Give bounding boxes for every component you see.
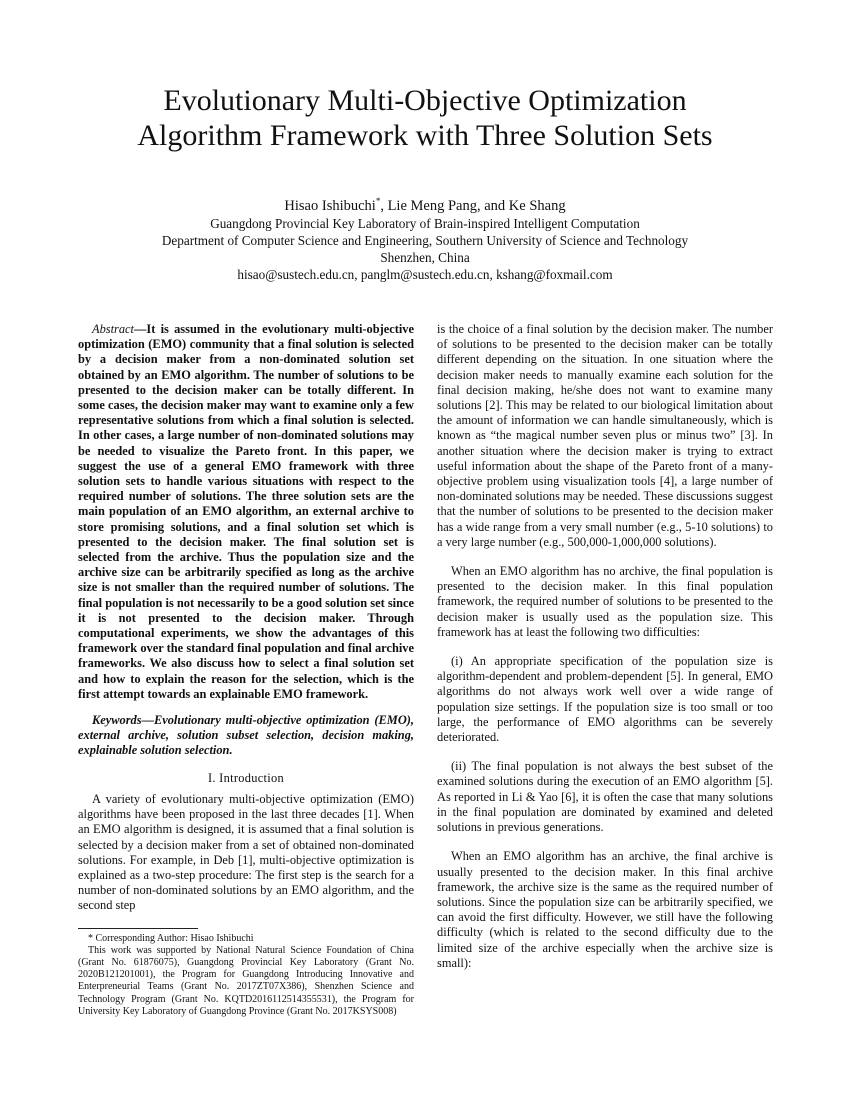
- corresponding-mark: *: [375, 196, 381, 206]
- abstract-text: —It is assumed in the evolutionary multi-objective optimization (EMO) community that a final solution is selected by a decision maker from a non-dominated solution set obtained by an EMO algorithm. The number of solutions to be presented to the decision maker can be totally different. In some cases, the decision maker may want to examine only a few representative solutions from which a final solution is selected. In other cases, a large number of non-dominated solutions may be needed to visualize the Pareto front. In this paper, we suggest the use of a general EMO framework with three solution sets to handle various situations with respect to the required number of solutions. The three solution sets are the main population of an EMO algorithm, an external archive to store promising solutions, and a final solution set which is presented to the decision maker. The final solution set is selected from the archive. Thus the population size and the archive size can be arbitrarily specified as long as the archive size is not smaller than the required number of solutions. The final population is not necessarily to be a good solution set since it is not presented to the decision maker. Through computational experiments, we show the advantages of this framework over the standard final population and final archive frameworks. We also discuss how to select a final solution set and how to explain the reason for the selection, which is the first attempt towards an explainable EMO framework.: [78, 322, 414, 701]
- footnote-corresponding: * Corresponding Author: Hisao Ishibuchi: [88, 932, 254, 944]
- right-column: [437, 322, 773, 985]
- author-1: Hisao Ishibuchi: [284, 197, 376, 214]
- section-heading-introduction: I. Introduction: [207, 770, 285, 785]
- left-column: [78, 322, 414, 1018]
- right-paragraph-4: (ii) The final population is not always the best subset of the examined solutions during the execution of an EMO algorithm [5]. As reported in Li & Yao [6], it is often the case that many solutions in the final population are dominated by examined and deleted solutions in previous generations.: [437, 759, 773, 835]
- right-paragraph-5: When an EMO algorithm has an archive, the final archive is usually presented to the decision maker. In this final archive framework, the archive size is the same as the required number of solutions. Since the population size can be arbitrarily specified, we can avoid the first difficulty. However, we still have the following difficulty (which is related to the second difficulty due to the limited size of the archive especially when the archive size is small):: [437, 849, 773, 970]
- affiliation-city: Shenzhen, China: [380, 249, 470, 265]
- abstract-label: Abstract: [92, 322, 134, 336]
- right-paragraph-2: When an EMO algorithm has no archive, the final population is presented to the decision maker. In this final population framework, the required number of solutions to be presented to the decision maker is usually used as the population size. This framework has at least the following two difficulties:: [437, 564, 773, 639]
- author-emails: hisao@sustech.edu.cn, panglm@sustech.edu.cn, kshang@foxmail.com: [237, 266, 613, 282]
- right-paragraph-1: is the choice of a final solution by the decision maker. The number of solutions to be presented to the decision maker can be totally different depending on the situation. In one situation where the decision maker needs to manually examine each solution for the final decision making, he/she does not want to examine many solutions [2]. This may be related to our biological limitation about the amount of information we can handle simultaneously, which is known as “the magical number seven plus or minus two” [3]. In another situation where the decision maker is trying to extract useful information about the shape of the Pareto front of a many-objective problem using visualization tools [4], a large number of non-dominated solutions may be needed. These discussions suggest that the number of solutions to be presented to the decision maker has a wide range from a very small number (e.g., 5-10 solutions) to a very large number (e.g., 500,000-1,000,000 solutions).: [437, 322, 773, 549]
- keywords-text: —Evolutionary multi-objective optimization (EMO), external archive, solution subset selection, decision making, explainable solution selection.: [78, 713, 414, 758]
- keywords: [78, 713, 414, 759]
- affiliation-2: Department of Computer Science and Engineering, Southern University of Science and Technology: [161, 232, 689, 248]
- author-names: [60, 193, 790, 215]
- title-line-1: Evolutionary Multi-Objective Optimization: [163, 84, 687, 117]
- abstract: [78, 322, 414, 702]
- footnotes: [78, 933, 414, 1018]
- affiliation-1: Guangdong Provincial Key Laboratory of Brain-inspired Intelligent Computation: [210, 215, 640, 231]
- intro-paragraph-1: A variety of evolutionary multi-objective optimization (EMO) algorithms have been proposed in the last three decades [1]. When an EMO algorithm is designed, it is assumed that a final solution is selected by a decision maker from a set of obtained non-dominated solutions. For example, in Deb [1], multi-objective optimization is explained as a two-step procedure: The first step is the search for a number of non-dominated solutions by an EMO algorithm, and the second step: [78, 791, 414, 913]
- title-line-2: Algorithm Framework with Three Solution Sets: [137, 119, 713, 152]
- right-paragraph-3: (i) An appropriate specification of the population size is algorithm-dependent and problem-dependent [5]. In general, EMO algorithms do not always work well over a wide range of population size settings. If the population size is too small or too large, the performance of EMO algorithms can be severely deteriorated.: [437, 654, 773, 745]
- footnote-funding: This work was supported by National Natural Science Foundation of China (Grant No. 61876075), Guangdong Provincial Key Laboratory (Grant No. 2020B121201001), the Program for Guangdong Introducing Innovative and Enterpreneurial Teams (Grant No. 2017ZT07X386), Shenzhen Science and Technology Program (Grant No. KQTD2016112514355531), the Program for University Key Laboratory of Guangdong Province (Grant No. 2017KSYS008): [78, 944, 414, 1017]
- keywords-label: Keywords: [92, 713, 142, 728]
- footnote-divider: [78, 928, 198, 929]
- paper-title: [60, 83, 790, 153]
- author-block: [60, 193, 790, 283]
- author-rest: , Lie Meng Pang, and Ke Shang: [380, 197, 566, 214]
